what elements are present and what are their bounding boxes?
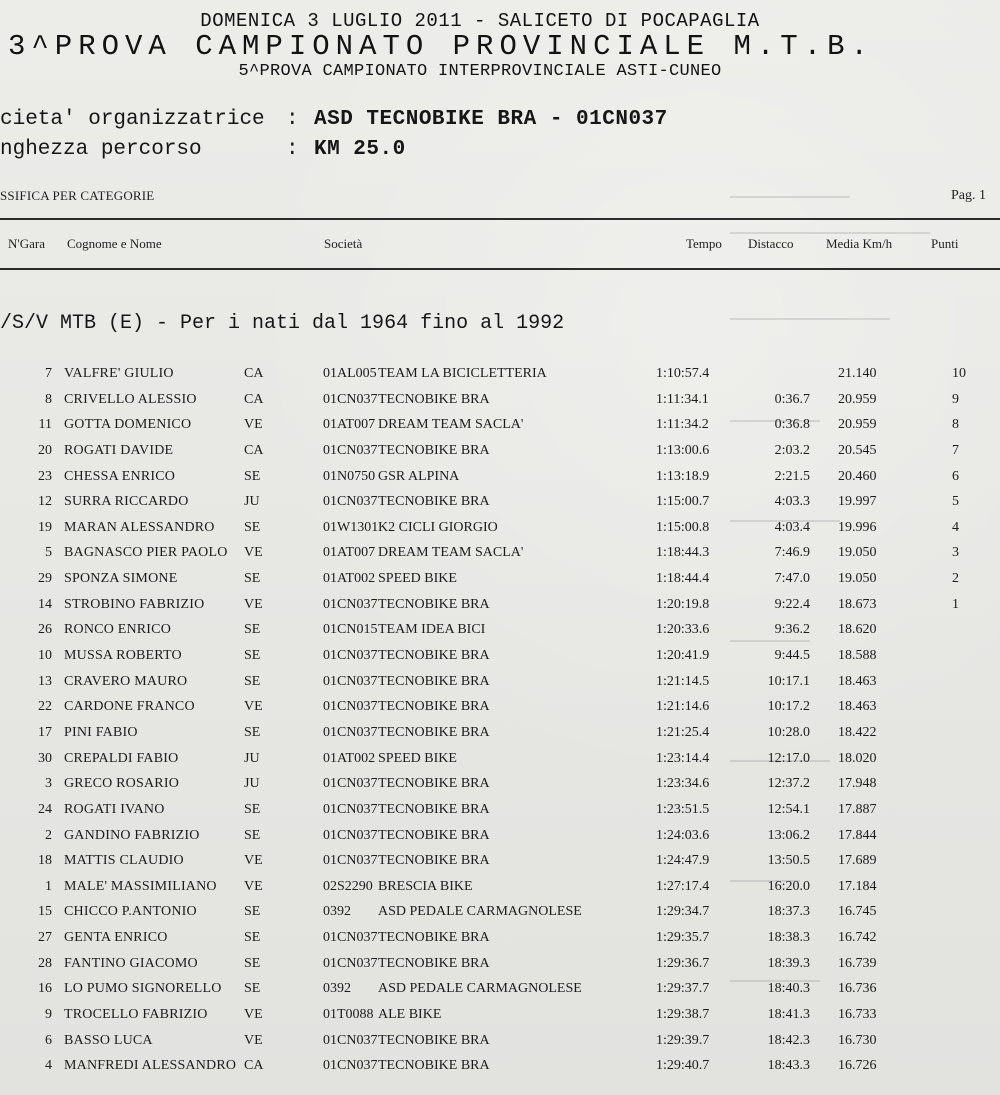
gap-time: 4:03.3 [774, 494, 810, 510]
team-name: TECNOBIKE BRA [378, 494, 490, 510]
average-speed: 17.948 [838, 776, 877, 792]
average-speed: 16.739 [838, 955, 877, 971]
bib-number: 27 [38, 930, 52, 946]
table-row [0, 849, 1000, 875]
team-name: TECNOBIKE BRA [378, 827, 490, 843]
athlete-name: MALE' MASSIMILIANO [64, 878, 217, 894]
header-rule-bottom [0, 268, 1000, 270]
team-name: BRESCIA BIKE [378, 878, 473, 894]
race-time: 1:13:00.6 [656, 442, 710, 458]
race-time: 1:29:35.7 [656, 930, 710, 946]
gap-time: 13:50.5 [767, 853, 810, 869]
race-time: 1:21:25.4 [656, 724, 710, 740]
table-row [0, 516, 1000, 542]
team-code: 01AL005 [323, 366, 377, 381]
athlete-category: JU [244, 494, 260, 510]
athlete-name: CARDONE FRANCO [64, 699, 195, 715]
bib-number: 5 [45, 545, 52, 561]
athlete-category: CA [244, 366, 264, 381]
race-time: 1:20:41.9 [656, 648, 710, 664]
column-header-distacco: Distacco [748, 236, 794, 251]
race-time: 1:23:14.4 [656, 750, 710, 766]
points: 9 [952, 391, 959, 407]
team-code: 01CN037 [323, 596, 378, 612]
points: 10 [952, 366, 966, 381]
gap-time: 9:36.2 [774, 622, 810, 638]
team-code: 01W1301 [323, 519, 379, 535]
table-row [0, 567, 1000, 593]
table-row [0, 747, 1000, 773]
average-speed: 18.463 [838, 673, 877, 689]
athlete-name: PINI FABIO [64, 724, 138, 740]
gap-time: 9:22.4 [774, 596, 810, 612]
table-row [0, 670, 1000, 696]
race-time: 1:20:33.6 [656, 622, 710, 638]
gap-time: 18:37.3 [767, 904, 810, 920]
race-time: 1:11:34.1 [656, 391, 709, 407]
points: 8 [952, 417, 959, 433]
bib-number: 10 [38, 648, 52, 664]
athlete-name: MARAN ALESSANDRO [64, 519, 215, 535]
team-name: TEAM LA BICICLETTERIA [378, 366, 547, 381]
table-row [0, 541, 1000, 567]
bib-number: 9 [45, 1007, 52, 1023]
athlete-category: VE [244, 417, 263, 433]
team-name: ASD PEDALE CARMAGNOLESE [378, 904, 582, 920]
organizer-colon: : [286, 108, 299, 131]
race-time: 1:29:39.7 [656, 1032, 710, 1048]
team-code: 0392 [323, 981, 351, 997]
page-number: Pag. 1 [951, 188, 986, 203]
course-length-value: KM 25.0 [314, 138, 406, 161]
gap-time: 13:06.2 [767, 827, 810, 843]
points: 1 [952, 596, 959, 612]
average-speed: 18.463 [838, 699, 877, 715]
gap-time: 0:36.7 [774, 391, 810, 407]
bib-number: 24 [38, 801, 52, 817]
bib-number: 22 [38, 699, 52, 715]
team-name: TECNOBIKE BRA [378, 442, 490, 458]
bib-number: 26 [38, 622, 52, 638]
category-heading: /S/V MTB (E) - Per i nati dal 1964 fino al 1992 [0, 312, 565, 335]
race-time: 1:13:18.9 [656, 468, 710, 484]
average-speed: 18.422 [838, 724, 877, 740]
athlete-category: SE [244, 468, 261, 484]
team-code: 01CN037 [323, 776, 378, 792]
team-name: ASD PEDALE CARMAGNOLESE [378, 981, 582, 997]
table-row [0, 593, 1000, 619]
athlete-category: SE [244, 673, 261, 689]
organizer-value: ASD TECNOBIKE BRA - 01CN037 [314, 108, 668, 131]
athlete-category: VE [244, 596, 263, 612]
table-row [0, 721, 1000, 747]
gap-time: 4:03.4 [774, 519, 810, 535]
team-name: TECNOBIKE BRA [378, 853, 490, 869]
race-time: 1:21:14.5 [656, 673, 710, 689]
bib-number: 28 [38, 955, 52, 971]
event-date-line: DOMENICA 3 LUGLIO 2011 - SALICETO DI POCAPAGLIA [200, 10, 760, 32]
team-name: SPEED BIKE [378, 750, 457, 766]
athlete-name: GENTA ENRICO [64, 930, 168, 946]
table-row [0, 388, 1000, 414]
bib-number: 1 [45, 878, 52, 894]
column-header-societa: Società [324, 236, 363, 251]
team-name: TECNOBIKE BRA [378, 1032, 490, 1048]
athlete-category: VE [244, 1032, 263, 1048]
athlete-name: SURRA RICCARDO [64, 494, 189, 510]
team-code: 01CN037 [323, 442, 378, 458]
team-code: 01AT007 [323, 545, 376, 561]
athlete-name: TROCELLO FABRIZIO [64, 1007, 208, 1023]
team-code: 01AT007 [323, 417, 376, 433]
gap-time: 7:47.0 [774, 571, 810, 587]
athlete-name: STROBINO FABRIZIO [64, 596, 205, 612]
table-row [0, 926, 1000, 952]
gap-time: 18:41.3 [767, 1007, 810, 1023]
gap-time: 16:20.0 [767, 878, 810, 894]
athlete-name: LO PUMO SIGNORELLO [64, 981, 222, 997]
race-time: 1:15:00.7 [656, 494, 710, 510]
athlete-name: MANFREDI ALESSANDRO [64, 1058, 237, 1074]
gap-time: 12:54.1 [767, 801, 810, 817]
athlete-name: GANDINO FABRIZIO [64, 827, 200, 843]
race-time: 1:20:19.8 [656, 596, 710, 612]
column-header-gara: N'Gara [8, 236, 45, 251]
average-speed: 20.959 [838, 417, 877, 433]
gap-time: 18:40.3 [767, 981, 810, 997]
athlete-category: CA [244, 1058, 264, 1074]
gap-time: 18:39.3 [767, 955, 810, 971]
race-time: 1:29:37.7 [656, 981, 710, 997]
table-row [0, 798, 1000, 824]
table-row [0, 439, 1000, 465]
column-header-tempo: Tempo [686, 236, 722, 251]
bib-number: 13 [38, 673, 52, 689]
table-row [0, 977, 1000, 1003]
athlete-name: CHESSA ENRICO [64, 468, 176, 484]
points: 7 [952, 442, 959, 458]
athlete-name: FANTINO GIACOMO [64, 955, 198, 971]
average-speed: 16.726 [838, 1058, 877, 1074]
table-row [0, 772, 1000, 798]
athlete-name: RONCO ENRICO [64, 622, 172, 638]
average-speed: 16.742 [838, 930, 877, 946]
athlete-category: CA [244, 391, 264, 407]
team-code: 01CN037 [323, 1058, 378, 1074]
athlete-name: ROGATI DAVIDE [64, 442, 174, 458]
team-code: 01CN015 [323, 622, 378, 638]
team-name: TECNOBIKE BRA [378, 930, 490, 946]
team-code: 01CN037 [323, 801, 378, 817]
athlete-category: SE [244, 801, 261, 817]
table-row [0, 362, 1000, 388]
athlete-category: VE [244, 545, 263, 561]
average-speed: 21.140 [838, 366, 877, 381]
athlete-name: GOTTA DOMENICO [64, 417, 192, 433]
course-length-colon: : [286, 138, 299, 161]
athlete-category: VE [244, 878, 263, 894]
gap-time: 2:03.2 [774, 442, 810, 458]
team-name: TECNOBIKE BRA [378, 955, 490, 971]
championship-title: 3^PROVA CAMPIONATO PROVINCIALE M.T.B. [8, 30, 874, 63]
gap-time: 2:21.5 [774, 468, 810, 484]
team-code: 01N0750 [323, 468, 376, 484]
team-code: 01CN037 [323, 673, 378, 689]
bib-number: 3 [45, 776, 52, 792]
team-name: TECNOBIKE BRA [378, 699, 490, 715]
athlete-category: JU [244, 750, 260, 766]
team-name: TECNOBIKE BRA [378, 801, 490, 817]
average-speed: 18.620 [838, 622, 877, 638]
bib-number: 11 [38, 417, 52, 433]
bib-number: 7 [45, 366, 52, 381]
athlete-name: CRAVERO MAURO [64, 673, 188, 689]
gap-time: 10:17.2 [767, 699, 810, 715]
athlete-category: JU [244, 776, 260, 792]
gap-time: 0:36.8 [774, 417, 810, 433]
table-row [0, 465, 1000, 491]
bib-number: 6 [45, 1032, 52, 1048]
bib-number: 17 [38, 724, 52, 740]
race-time: 1:15:00.8 [656, 519, 710, 535]
athlete-category: SE [244, 724, 261, 740]
team-name: TECNOBIKE BRA [378, 596, 490, 612]
athlete-category: SE [244, 622, 261, 638]
average-speed: 19.050 [838, 545, 877, 561]
athlete-category: VE [244, 853, 263, 869]
athlete-category: SE [244, 519, 261, 535]
athlete-category: SE [244, 930, 261, 946]
race-time: 1:29:34.7 [656, 904, 710, 920]
team-code: 01CN037 [323, 494, 378, 510]
athlete-category: SE [244, 981, 261, 997]
table-row [0, 618, 1000, 644]
gap-time: 9:44.5 [774, 648, 810, 664]
team-name: TECNOBIKE BRA [378, 673, 490, 689]
athlete-category: VE [244, 699, 263, 715]
average-speed: 17.887 [838, 801, 877, 817]
athlete-category: SE [244, 571, 261, 587]
athlete-name: CRIVELLO ALESSIO [64, 391, 197, 407]
average-speed: 19.050 [838, 571, 877, 587]
average-speed: 20.959 [838, 391, 877, 407]
bib-number: 23 [38, 468, 52, 484]
race-time: 1:23:51.5 [656, 801, 710, 817]
race-time: 1:23:34.6 [656, 776, 710, 792]
team-code: 01CN037 [323, 391, 378, 407]
race-time: 1:24:03.6 [656, 827, 710, 843]
race-time: 1:27:17.4 [656, 878, 710, 894]
athlete-name: CREPALDI FABIO [64, 750, 179, 766]
athlete-name: BAGNASCO PIER PAOLO [64, 545, 228, 561]
team-name: TEAM IDEA BICI [378, 622, 486, 638]
table-row [0, 900, 1000, 926]
table-row [0, 952, 1000, 978]
bib-number: 15 [38, 904, 52, 920]
average-speed: 17.689 [838, 853, 877, 869]
team-name: SPEED BIKE [378, 571, 457, 587]
team-code: 01CN037 [323, 1032, 378, 1048]
course-length-label: nghezza percorso [0, 138, 202, 161]
team-code: 01CN037 [323, 724, 378, 740]
team-code: 01CN037 [323, 827, 378, 843]
race-time: 1:29:40.7 [656, 1058, 710, 1074]
team-name: GSR ALPINA [378, 468, 460, 484]
race-time: 1:18:44.3 [656, 545, 710, 561]
average-speed: 16.733 [838, 1007, 877, 1023]
average-speed: 20.460 [838, 468, 877, 484]
team-code: 01AT002 [323, 750, 376, 766]
bib-number: 12 [38, 494, 52, 510]
team-name: TECNOBIKE BRA [378, 1058, 490, 1074]
athlete-name: BASSO LUCA [64, 1032, 153, 1048]
bib-number: 30 [38, 750, 52, 766]
athlete-category: SE [244, 904, 261, 920]
team-code: 01CN037 [323, 853, 378, 869]
team-code: 01CN037 [323, 699, 378, 715]
team-name: DREAM TEAM SACLA' [378, 545, 524, 561]
race-time: 1:11:34.2 [656, 417, 709, 433]
athlete-name: SPONZA SIMONE [64, 571, 178, 587]
athlete-category: CA [244, 442, 264, 458]
bib-number: 19 [38, 519, 52, 535]
team-code: 01CN037 [323, 648, 378, 664]
gap-time: 18:42.3 [767, 1032, 810, 1048]
bib-number: 16 [38, 981, 52, 997]
table-row [0, 875, 1000, 901]
average-speed: 16.736 [838, 981, 877, 997]
bib-number: 2 [45, 827, 52, 843]
athlete-name: ROGATI IVANO [64, 801, 165, 817]
athlete-name: VALFRE' GIULIO [64, 366, 174, 381]
gap-time: 7:46.9 [774, 545, 810, 561]
average-speed: 18.673 [838, 596, 877, 612]
table-row [0, 695, 1000, 721]
team-name: TECNOBIKE BRA [378, 391, 490, 407]
gap-time: 12:17.0 [767, 750, 810, 766]
results-table [0, 362, 1000, 1080]
race-time: 1:29:38.7 [656, 1007, 710, 1023]
athlete-name: MATTIS CLAUDIO [64, 853, 184, 869]
bib-number: 14 [38, 596, 52, 612]
athlete-name: GRECO ROSARIO [64, 776, 180, 792]
column-header-name: Cognome e Nome [67, 236, 162, 251]
average-speed: 17.844 [838, 827, 877, 843]
gap-time: 12:37.2 [767, 776, 810, 792]
table-row [0, 824, 1000, 850]
athlete-category: SE [244, 648, 261, 664]
athlete-category: VE [244, 1007, 263, 1023]
average-speed: 18.020 [838, 750, 877, 766]
table-row [0, 1029, 1000, 1055]
gap-time: 10:28.0 [767, 724, 810, 740]
team-code: 01T0088 [323, 1007, 374, 1023]
team-code: 01CN037 [323, 955, 378, 971]
points: 3 [952, 545, 959, 561]
points: 2 [952, 571, 959, 587]
average-speed: 20.545 [838, 442, 877, 458]
athlete-category: SE [244, 827, 261, 843]
average-speed: 19.996 [838, 519, 877, 535]
bib-number: 4 [45, 1058, 52, 1074]
race-time: 1:18:44.4 [656, 571, 710, 587]
bib-number: 18 [38, 853, 52, 869]
race-time: 1:29:36.7 [656, 955, 710, 971]
team-name: TECNOBIKE BRA [378, 724, 490, 740]
athlete-name: CHICCO P.ANTONIO [64, 904, 197, 920]
table-row [0, 490, 1000, 516]
athlete-category: SE [244, 955, 261, 971]
table-row [0, 1003, 1000, 1029]
average-speed: 16.745 [838, 904, 877, 920]
table-row [0, 413, 1000, 439]
team-name: K2 CICLI GIORGIO [378, 519, 498, 535]
average-speed: 19.997 [838, 494, 877, 510]
race-time: 1:21:14.6 [656, 699, 710, 715]
team-code: 01CN037 [323, 930, 378, 946]
bib-number: 20 [38, 442, 52, 458]
organizer-label: cieta' organizzatrice [0, 108, 265, 131]
championship-subtitle: 5^PROVA CAMPIONATO INTERPROVINCIALE ASTI-CUNEO [238, 62, 722, 81]
column-header-media: Media Km/h [826, 236, 893, 251]
average-speed: 16.730 [838, 1032, 877, 1048]
points: 5 [952, 494, 959, 510]
team-name: ALE BIKE [378, 1007, 442, 1023]
team-code: 0392 [323, 904, 351, 920]
column-header-punti: Punti [931, 236, 959, 251]
average-speed: 18.588 [838, 648, 877, 664]
race-time: 1:24:47.9 [656, 853, 710, 869]
bib-number: 8 [45, 391, 52, 407]
team-name: DREAM TEAM SACLA' [378, 417, 524, 433]
gap-time: 18:43.3 [767, 1058, 810, 1074]
classification-title: SSIFICA PER CATEGORIE [0, 188, 155, 203]
table-row [0, 1054, 1000, 1080]
team-code: 01AT002 [323, 571, 376, 587]
average-speed: 17.184 [838, 878, 877, 894]
team-code: 02S2290 [323, 878, 373, 894]
team-name: TECNOBIKE BRA [378, 776, 490, 792]
table-row [0, 644, 1000, 670]
header-rule-top [0, 218, 1000, 220]
gap-time: 10:17.1 [767, 673, 810, 689]
bib-number: 29 [38, 571, 52, 587]
athlete-name: MUSSA ROBERTO [64, 648, 182, 664]
gap-time: 18:38.3 [767, 930, 810, 946]
points: 4 [952, 519, 959, 535]
team-name: TECNOBIKE BRA [378, 648, 490, 664]
points: 6 [952, 468, 959, 484]
race-time: 1:10:57.4 [656, 366, 710, 381]
